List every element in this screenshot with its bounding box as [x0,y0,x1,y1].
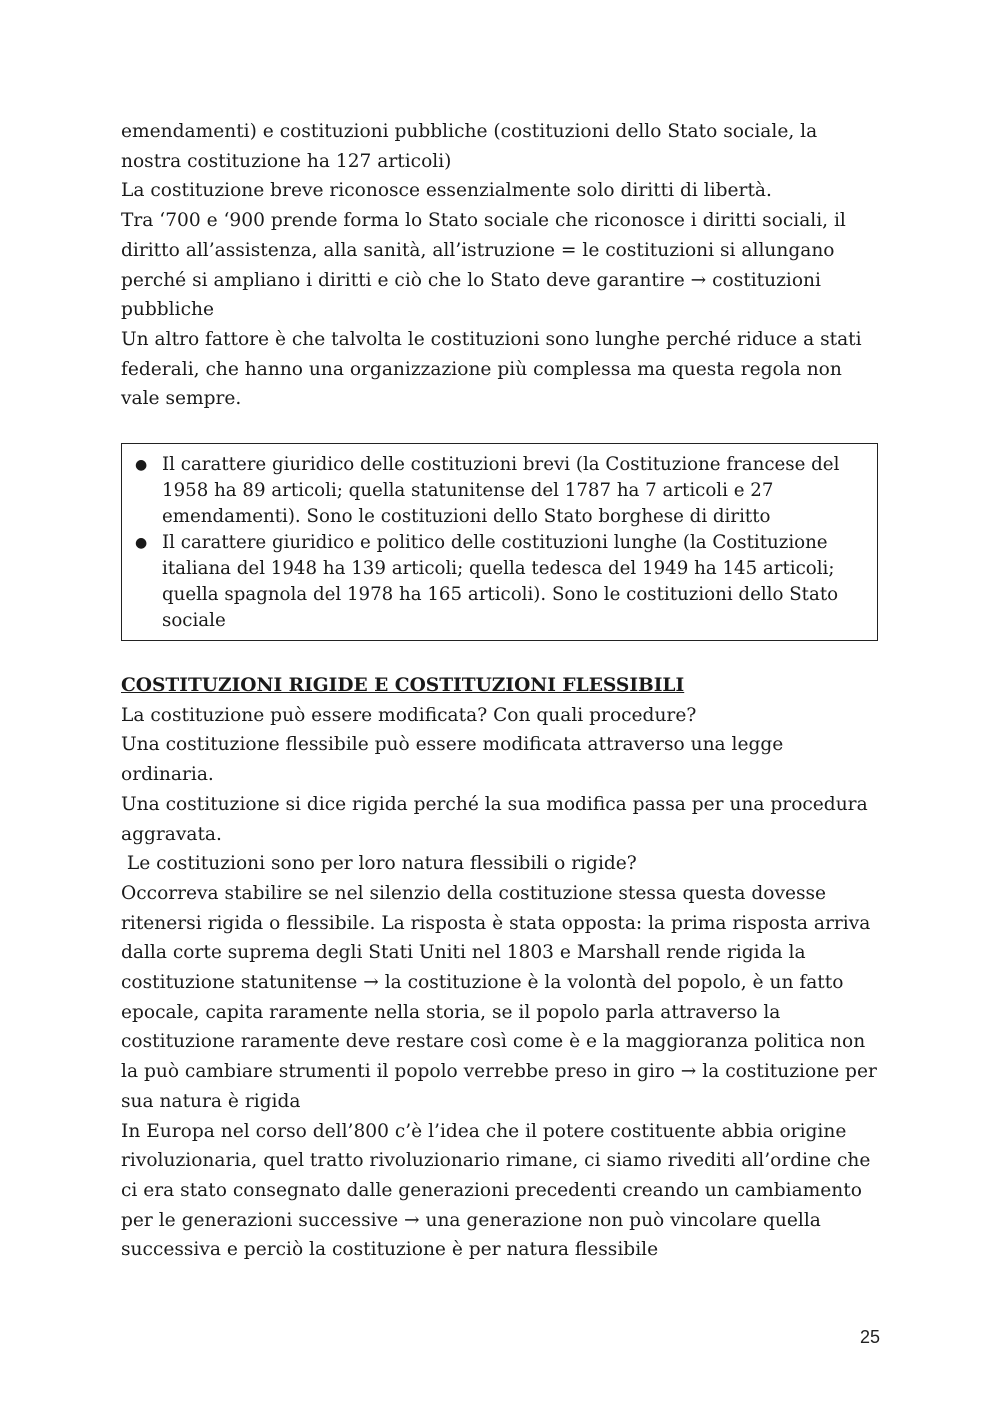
intro-paragraph-4: Un altro fattore è che talvolta le costituzioni sono lunghe perché riduce a stati federali, che hanno una organizzazione più complessa ma questa regola non vale sempre. [121,328,862,410]
summary-item-text: Il carattere giuridico e politico delle costituzioni lunghe (la Costituzione italiana del 1948 ha 139 articoli; quella tedesca del 1949 ha 145 articoli; quella spagnola del 1978 ha 165 articoli). Sono le costituzioni dello Stato sociale [162,532,839,632]
section-paragraph-2: Una costituzione flessibile può essere modificata attraverso una legge ordinaria. [121,734,784,786]
intro-paragraph-3: Tra ‘700 e ‘900 prende forma lo Stato sociale che riconosce i diritti sociali, il diritto all’assistenza, alla sanità, all’istruzione = le costituzioni si allungano perché si ampliano i diritti e ciò che lo Stato deve garantire → costituzioni pubbliche [121,210,846,321]
intro-paragraph-1: emendamenti) e costituzioni pubbliche (costituzioni dello Stato sociale, la nostra costituzione ha 127 articoli) [121,121,818,172]
summary-list-item [135,530,863,634]
intro-block [121,117,881,414]
section-paragraph-4: Le costituzioni sono per loro natura flessibili o rigide? [121,853,637,875]
summary-item-text: Il carattere giuridico delle costituzioni brevi (la Costituzione francese del 1958 ha 89 articoli; quella statunitense del 1787 ha 7 articoli e 27 emendamenti). Sono le costituzioni dello Stato borghese di diritto [162,454,840,528]
intro-paragraph-2: La costituzione breve riconosce essenzialmente solo diritti di libertà. [121,180,772,202]
bullet-icon: ● [135,535,148,552]
section-paragraph-6: In Europa nel corso dell’800 c’è l’idea che il potere costituente abbia origine rivoluzionaria, quel tratto rivoluzionario rimane, ci siamo rivediti all’ordine che ci era stato consegnato dalle generazioni precedenti creando un cambiamento per le generazioni successive → una generazione non può vincolare quella successiva e perciò la costituzione è per natura flessibile [121,1120,871,1261]
summary-list [135,452,863,634]
section-body [121,701,881,1265]
page-content [121,117,881,1265]
section-paragraph-3: Una costituzione si dice rigida perché la sua modifica passa per una procedura aggravata. [121,793,868,845]
section-paragraph-5: Occorreva stabilire se nel silenzio della costituzione stessa questa dovesse ritenersi rigida o flessibile. La risposta è stata opposta: la prima risposta arriva dalla corte suprema degli Stati Uniti nel 1803 e Marshall rende rigida la costituzione statunitense → la costituzione è la volontà del popolo, è un fatto epocale, capita raramente nella storia, se il popolo parla attraverso la costituzione raramente deve restare così come è e la maggioranza politica non la può cambiare strumenti il popolo verrebbe preso in giro → la costituzione per sua natura è rigida [121,882,877,1112]
summary-list-item [135,452,863,530]
page-number: 25 [859,1327,880,1347]
summary-box [121,443,878,641]
section-paragraph-1: La costituzione può essere modificata? Con quali procedure? [121,704,697,726]
section-heading: COSTITUZIONI RIGIDE E COSTITUZIONI FLESSIBILI [121,675,685,697]
bullet-icon: ● [135,457,148,474]
